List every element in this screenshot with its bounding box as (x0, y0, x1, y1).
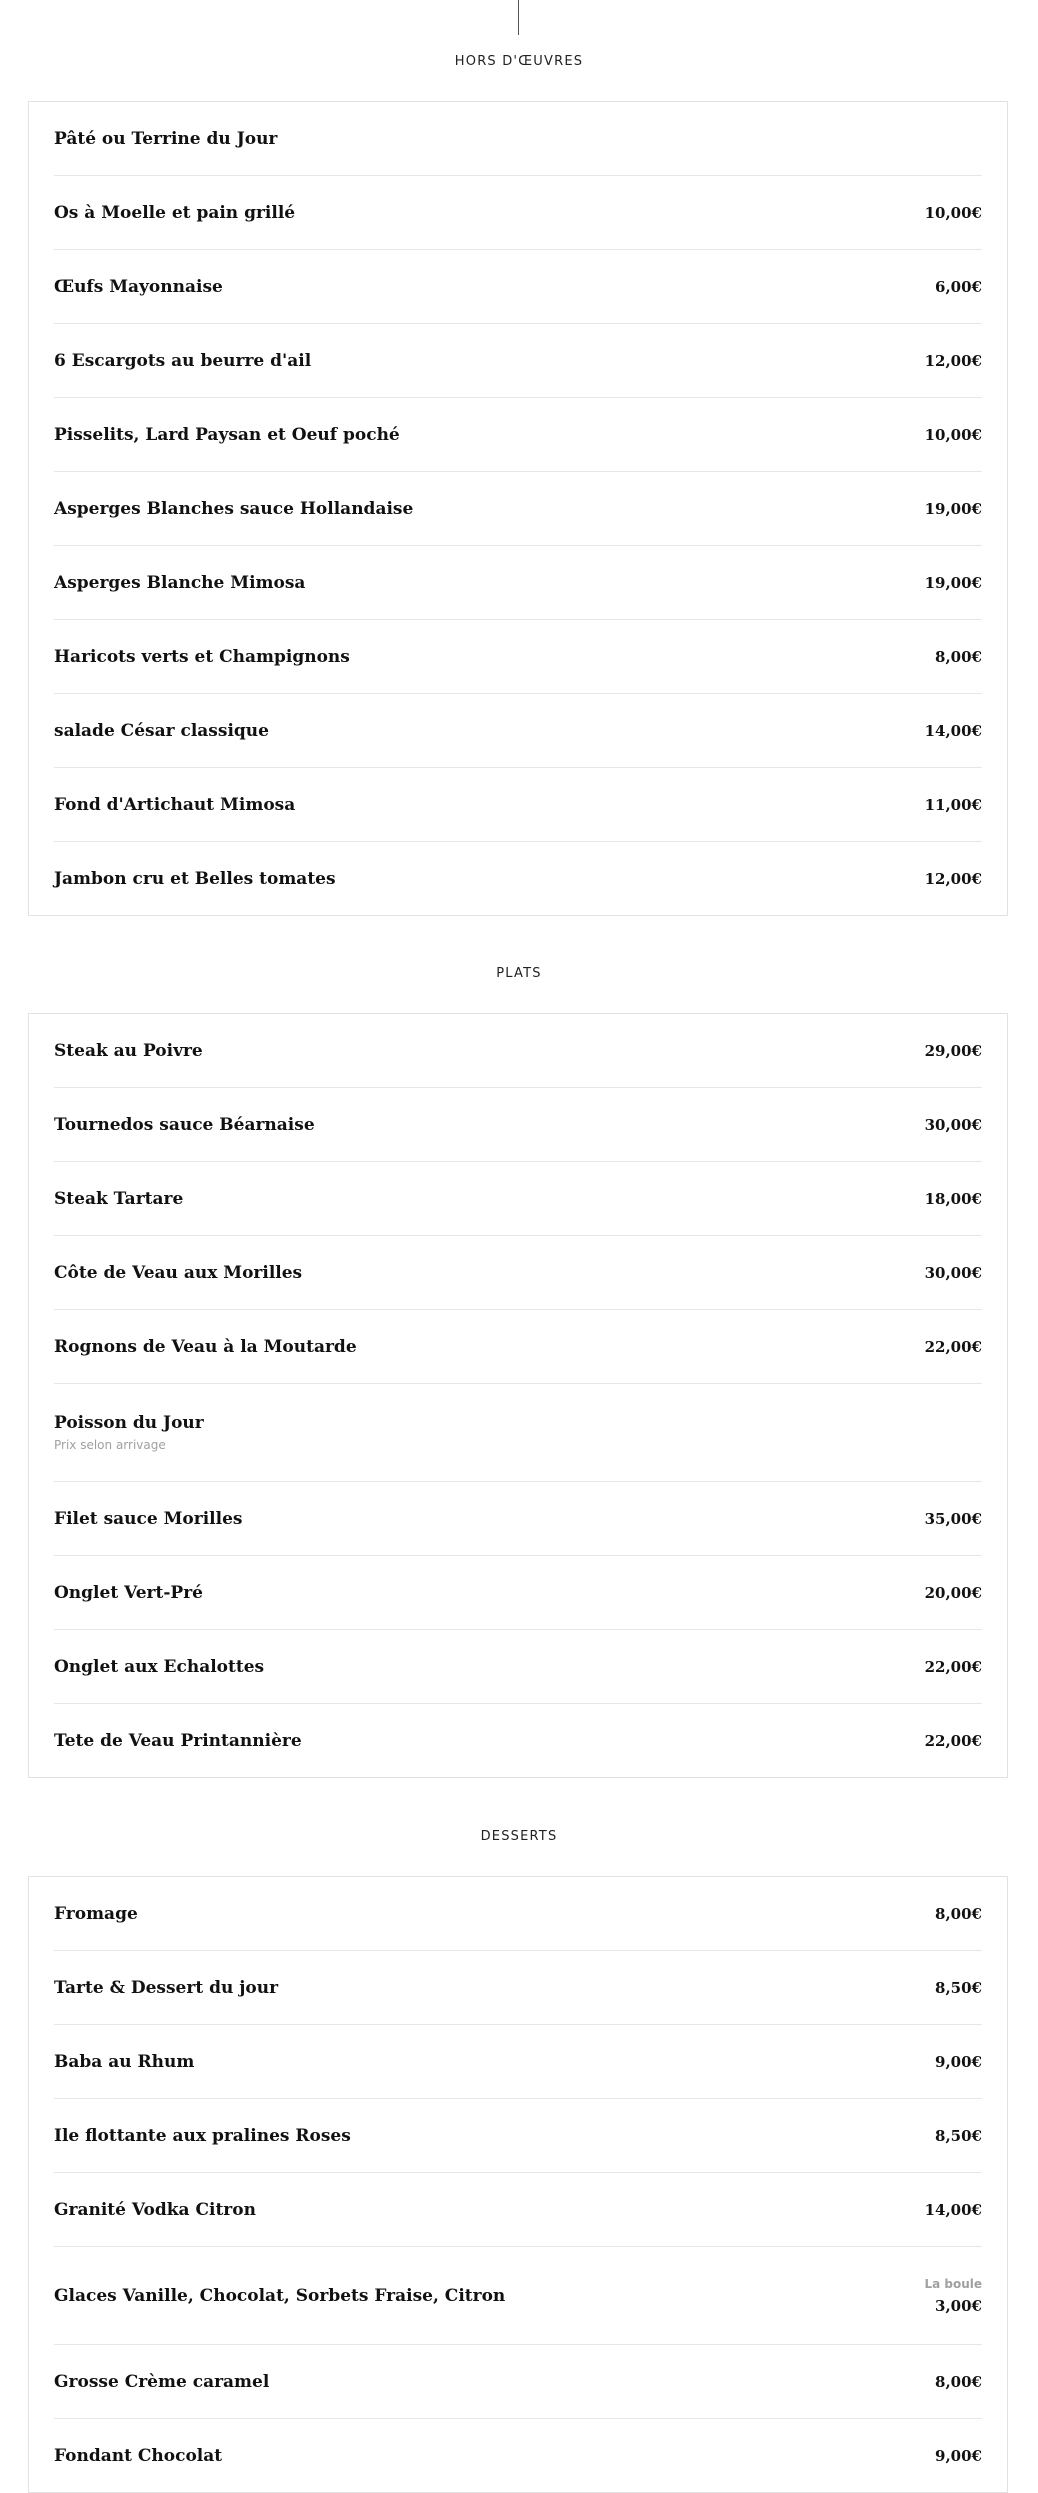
menu-item (54, 324, 982, 398)
item-price: 8,00€ (935, 2372, 982, 2391)
menu-item (54, 2345, 982, 2419)
item-price: 8,00€ (935, 1904, 982, 1923)
item-name: Haricots verts et Champignons (54, 646, 350, 667)
item-price: 8,00€ (935, 647, 982, 666)
menu-item (54, 1877, 982, 1951)
item-name: Onglet Vert-Pré (54, 1582, 203, 1603)
item-name: Grosse Crème caramel (54, 2371, 270, 2392)
menu-item (54, 2173, 982, 2247)
menu-item (54, 768, 982, 842)
item-name: Côte de Veau aux Morilles (54, 1262, 303, 1283)
item-price: 12,00€ (924, 351, 982, 370)
menu-item (54, 620, 982, 694)
item-name: Steak Tartare (54, 1188, 184, 1209)
menu-item (54, 2247, 982, 2345)
item-name: Fondant Chocolat (54, 2445, 223, 2466)
item-price: 22,00€ (924, 1337, 982, 1356)
menu-item (54, 1630, 982, 1704)
item-name: Tete de Veau Printannière (54, 1730, 302, 1751)
item-price: 9,00€ (935, 2052, 982, 2071)
top-divider-line (518, 0, 519, 35)
menu-item (54, 1951, 982, 2025)
menu-item (54, 1310, 982, 1384)
menu-item (54, 2025, 982, 2099)
menu-card-plats (28, 1013, 1008, 1778)
menu-item (54, 842, 982, 915)
item-name: Baba au Rhum (54, 2051, 195, 2072)
item-price: 30,00€ (924, 1115, 982, 1134)
item-price: 8,50€ (935, 1978, 982, 1997)
item-name: Ile flottante aux pralines Roses (54, 2125, 351, 2146)
item-name: Asperges Blanche Mimosa (54, 572, 306, 593)
item-price: 18,00€ (924, 1189, 982, 1208)
item-name: 6 Escargots au beurre d'ail (54, 350, 312, 371)
menu-item (54, 2419, 982, 2492)
item-price: 11,00€ (924, 795, 982, 814)
item-name: salade César classique (54, 720, 269, 741)
menu-item (54, 1088, 982, 1162)
section-title-desserts: DESSERTS (480, 1829, 558, 1844)
item-price: 19,00€ (924, 573, 982, 592)
item-price: 9,00€ (935, 2446, 982, 2465)
menu-item (54, 250, 982, 324)
menu-item (54, 1384, 982, 1482)
item-price: 3,00€ (935, 2296, 982, 2315)
item-price: 14,00€ (924, 721, 982, 740)
item-price: 35,00€ (924, 1509, 982, 1528)
item-name: Poisson du Jour (54, 1413, 204, 1433)
menu-item (54, 1014, 982, 1088)
item-price: 20,00€ (924, 1583, 982, 1602)
price-note: La boule (924, 2276, 982, 2291)
item-name: Tarte & Dessert du jour (54, 1977, 279, 1998)
menu-item (54, 2099, 982, 2173)
section-title-hors-doeuvres: HORS D'ŒUVRES (454, 54, 584, 69)
menu-item (54, 398, 982, 472)
menu-item (54, 1482, 982, 1556)
item-price: 10,00€ (924, 425, 982, 444)
item-price: 22,00€ (924, 1657, 982, 1676)
menu-item (54, 472, 982, 546)
item-note: Prix selon arrivage (54, 1438, 166, 1452)
item-price: 30,00€ (924, 1263, 982, 1282)
item-price: 29,00€ (924, 1041, 982, 1060)
item-price: 10,00€ (924, 203, 982, 222)
item-name: Jambon cru et Belles tomates (54, 868, 336, 889)
item-name: Pisselits, Lard Paysan et Oeuf poché (54, 424, 400, 445)
item-name: Fond d'Artichaut Mimosa (54, 794, 296, 815)
menu-item (54, 1556, 982, 1630)
menu-item (54, 176, 982, 250)
item-name: Glaces Vanille, Chocolat, Sorbets Fraise, Citron (54, 2285, 506, 2306)
item-name: Granité Vodka Citron (54, 2199, 256, 2220)
item-name: Filet sauce Morilles (54, 1508, 243, 1529)
item-name: Os à Moelle et pain grillé (54, 202, 296, 223)
item-price: 14,00€ (924, 2200, 982, 2219)
menu-item (54, 694, 982, 768)
item-name: Tournedos sauce Béarnaise (54, 1114, 315, 1135)
menu-item (54, 102, 982, 176)
section-title-plats: PLATS (496, 966, 542, 981)
menu-item (54, 1236, 982, 1310)
item-name: Rognons de Veau à la Moutarde (54, 1336, 357, 1357)
item-name: Asperges Blanches sauce Hollandaise (54, 498, 414, 519)
menu-item (54, 1162, 982, 1236)
item-price: 12,00€ (924, 869, 982, 888)
item-name: Pâté ou Terrine du Jour (54, 128, 278, 149)
item-name: Steak au Poivre (54, 1040, 203, 1061)
item-price: 22,00€ (924, 1731, 982, 1750)
item-price: 8,50€ (935, 2126, 982, 2145)
menu-card-hors-doeuvres (28, 101, 1008, 916)
menu-card-desserts (28, 1876, 1008, 2493)
menu-item (54, 546, 982, 620)
item-price: 19,00€ (924, 499, 982, 518)
item-name: Œufs Mayonnaise (54, 276, 223, 297)
item-name: Fromage (54, 1903, 138, 1924)
item-price: 6,00€ (935, 277, 982, 296)
item-name: Onglet aux Echalottes (54, 1656, 265, 1677)
menu-item (54, 1704, 982, 1777)
